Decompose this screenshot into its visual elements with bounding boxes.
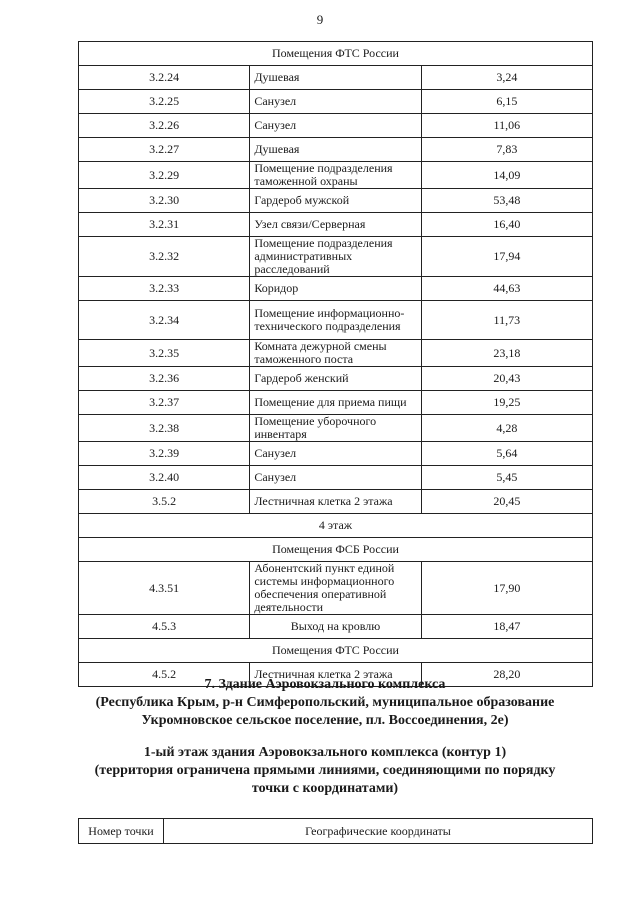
building-heading xyxy=(60,676,590,730)
room-name: Лестничная клетка 2 этажа xyxy=(250,490,421,514)
table-row xyxy=(79,615,593,639)
page-number: 9 xyxy=(316,12,324,27)
table-row xyxy=(79,415,593,442)
room-name: Гардероб женский xyxy=(250,367,421,391)
table-row xyxy=(79,213,593,237)
section-row-fts-1 xyxy=(79,42,593,66)
room-number: 4.3.51 xyxy=(79,562,250,615)
table-row xyxy=(79,466,593,490)
building-heading-address-1: (Республика Крым, р-н Симферопольский, муниципальное образование xyxy=(95,695,555,710)
room-name: Санузел xyxy=(250,90,421,114)
room-area: 53,48 xyxy=(421,189,592,213)
room-area: 4,28 xyxy=(421,415,592,442)
room-area: 6,15 xyxy=(421,90,592,114)
room-name: Санузел xyxy=(250,114,421,138)
room-area: 20,43 xyxy=(421,367,592,391)
table-row xyxy=(79,340,593,367)
room-number: 3.2.25 xyxy=(79,90,250,114)
room-name: Помещение подразделения таможенной охраны xyxy=(250,162,421,189)
table-row xyxy=(79,90,593,114)
floor-heading-desc-1: (территория ограничена прямыми линиями, соединяющими по порядку xyxy=(94,763,556,778)
room-area: 20,45 xyxy=(421,490,592,514)
table-row xyxy=(79,138,593,162)
room-area: 28,20 xyxy=(421,663,592,687)
section-title-fts-1: Помещения ФТС России xyxy=(79,42,593,66)
room-name: Лестничная клетка 2 этажа xyxy=(250,663,421,687)
table-row xyxy=(79,277,593,301)
room-area: 11,73 xyxy=(421,301,592,340)
room-area: 5,64 xyxy=(421,442,592,466)
room-area: 18,47 xyxy=(421,615,592,639)
room-name: Узел связи/Серверная xyxy=(250,213,421,237)
room-name: Гардероб мужской xyxy=(250,189,421,213)
room-number: 3.2.39 xyxy=(79,442,250,466)
table-row xyxy=(79,237,593,277)
room-name: Комната дежурной смены таможенного поста xyxy=(250,340,421,367)
room-number: 3.5.2 xyxy=(79,490,250,514)
table-row xyxy=(79,442,593,466)
rooms-table-body xyxy=(79,42,593,687)
room-name: Помещение для приема пищи xyxy=(250,391,421,415)
room-area: 17,90 xyxy=(421,562,592,615)
room-number: 3.2.34 xyxy=(79,301,250,340)
floor-title-4: 4 этаж xyxy=(79,514,593,538)
room-number: 3.2.26 xyxy=(79,114,250,138)
building-heading-title: 7. Здание Аэровокзального комплекса xyxy=(204,677,446,692)
coordinates-table xyxy=(78,818,593,844)
table-row xyxy=(79,367,593,391)
table-row xyxy=(79,162,593,189)
room-number: 4.5.3 xyxy=(79,615,250,639)
room-number: 3.2.24 xyxy=(79,66,250,90)
room-number: 3.2.27 xyxy=(79,138,250,162)
geo-coordinates-header: Географические координаты xyxy=(164,819,593,844)
table-row xyxy=(79,189,593,213)
coordinates-header-row xyxy=(79,819,593,844)
room-name: Санузел xyxy=(250,466,421,490)
room-number: 3.2.35 xyxy=(79,340,250,367)
table-row xyxy=(79,114,593,138)
room-area: 14,09 xyxy=(421,162,592,189)
floor-heading-title: 1-ый этаж здания Аэровокзального комплекса (контур 1) xyxy=(143,745,507,760)
room-name: Помещение подразделения административных расследований xyxy=(250,237,421,277)
room-name: Санузел xyxy=(250,442,421,466)
room-number: 3.2.40 xyxy=(79,466,250,490)
room-number: 3.2.36 xyxy=(79,367,250,391)
room-name: Помещение информационно-технического подразделения xyxy=(250,301,421,340)
room-name: Душевая xyxy=(250,138,421,162)
room-area: 3,24 xyxy=(421,66,592,90)
room-number: 3.2.37 xyxy=(79,391,250,415)
room-number: 3.2.32 xyxy=(79,237,250,277)
building-heading-address-2: Укромновское сельское поселение, пл. Воссоединения, 2е) xyxy=(141,713,509,728)
section-title-fsb: Помещения ФСБ России xyxy=(79,538,593,562)
floor-title-4-row xyxy=(79,514,593,538)
room-area: 11,06 xyxy=(421,114,592,138)
floor-heading-desc-2: точки с координатами) xyxy=(251,781,399,796)
room-name: Абонентский пункт единой системы информационного обеспечения оперативной деятельности xyxy=(250,562,421,615)
table-row xyxy=(79,391,593,415)
point-number-header: Номер точки xyxy=(79,819,164,844)
room-area: 5,45 xyxy=(421,466,592,490)
table-row xyxy=(79,301,593,340)
room-name: Помещение уборочного инвентаря xyxy=(250,415,421,442)
room-area: 17,94 xyxy=(421,237,592,277)
room-name: Выход на кровлю xyxy=(250,615,421,639)
room-number: 3.2.30 xyxy=(79,189,250,213)
rooms-table xyxy=(78,41,593,687)
table-row xyxy=(79,490,593,514)
floor-heading xyxy=(60,744,590,798)
section-title-fsb-row xyxy=(79,538,593,562)
room-area: 23,18 xyxy=(421,340,592,367)
room-name: Душевая xyxy=(250,66,421,90)
room-number: 3.2.38 xyxy=(79,415,250,442)
room-number: 3.2.29 xyxy=(79,162,250,189)
room-area: 44,63 xyxy=(421,277,592,301)
section-title-fts-2-row xyxy=(79,639,593,663)
room-area: 7,83 xyxy=(421,138,592,162)
room-area: 16,40 xyxy=(421,213,592,237)
room-area: 19,25 xyxy=(421,391,592,415)
room-name: Коридор xyxy=(250,277,421,301)
room-number: 3.2.31 xyxy=(79,213,250,237)
section-title-fts-2: Помещения ФТС России xyxy=(79,639,593,663)
table-row xyxy=(79,66,593,90)
table-row xyxy=(79,562,593,615)
room-number: 4.5.2 xyxy=(79,663,250,687)
room-number: 3.2.33 xyxy=(79,277,250,301)
